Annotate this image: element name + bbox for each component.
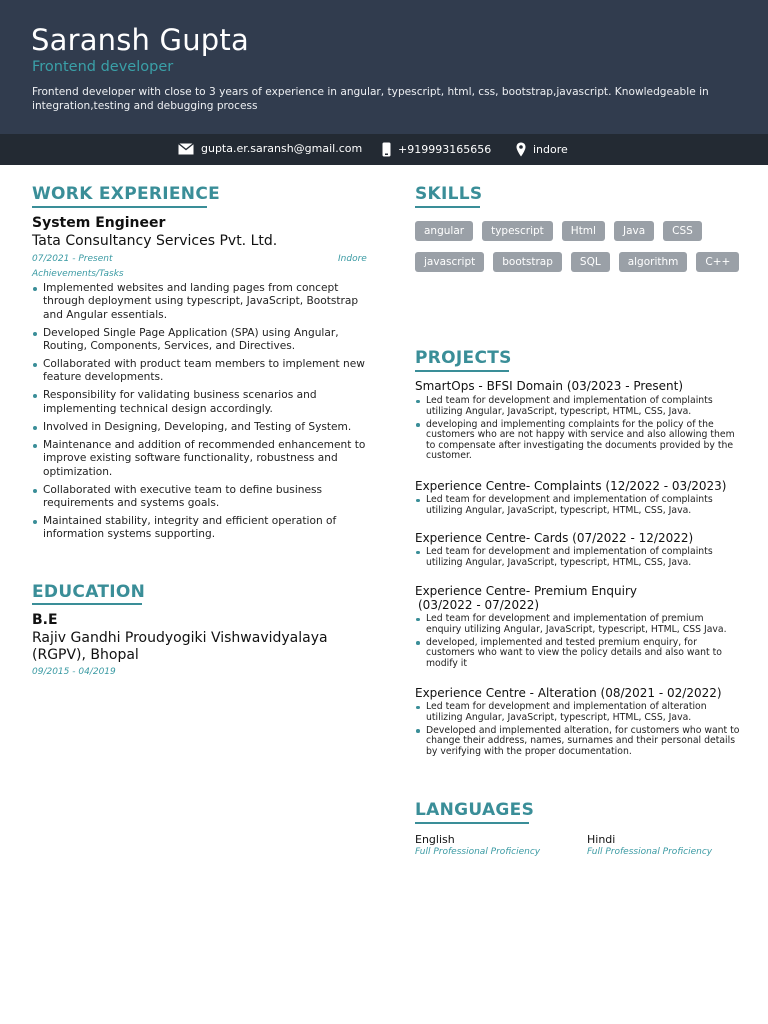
language-level: Full Professional Proficiency [587, 847, 713, 857]
project-bullets [415, 702, 740, 760]
skill-tag: javascript [415, 252, 484, 272]
skills-heading: SKILLS [415, 184, 483, 204]
phone-icon [382, 142, 391, 157]
education-underline [32, 603, 142, 605]
phone-text[interactable]: +919993165656 [398, 143, 492, 156]
degree: B.E [32, 612, 58, 628]
education-heading: EDUCATION [32, 582, 146, 602]
project-title: Experience Centre- Complaints (12/2022 - 03/2023) [415, 479, 727, 493]
email-text[interactable]: gupta.er.saransh@gmail.com [201, 142, 363, 155]
list-item: Led team for development and implementation of complaints utilizing Angular, JavaScript, typescript, HTML, CSS, Java. [415, 547, 740, 568]
project-title: Experience Centre- Cards (07/2022 - 12/2022) [415, 531, 694, 545]
profile-summary: Frontend developer with close to 3 years of experience in angular, typescript, html, css, bootstrap,javascript. Knowledgeable in integration,testing and debugging process [32, 86, 709, 112]
list-item: Involved in Designing, Developing, and Testing of System. [32, 421, 367, 434]
job-location: Indore [338, 254, 367, 264]
envelope-icon [178, 143, 194, 155]
project-title: Experience Centre- Premium Enquiry [415, 584, 637, 598]
skills-underline [415, 206, 480, 208]
languages-heading: LANGUAGES [415, 800, 535, 820]
list-item: Responsibility for validating business scenarios and implementing technical design accordingly. [32, 389, 367, 416]
project-bullets [415, 614, 740, 672]
project-bullets [415, 547, 740, 571]
candidate-name: Saransh Gupta [31, 23, 249, 57]
skill-tag: typescript [482, 221, 553, 241]
skill-tag: algorithm [619, 252, 688, 272]
list-item: Led team for development and implementation of premium enquiry utilizing Angular, JavaScript, typescript, HTML, CSS Java. [415, 614, 740, 635]
projects-heading: PROJECTS [415, 348, 512, 368]
candidate-role: Frontend developer [32, 59, 174, 75]
list-item: Developed Single Page Application (SPA) using Angular, Routing, Components, Services, and Directives. [32, 327, 367, 354]
skill-tags [415, 221, 745, 272]
list-item: Implemented websites and landing pages from concept through deployment using typescript, JavaScript, Bootstrap and Angular essentials. [32, 282, 367, 322]
languages-underline [415, 822, 529, 824]
list-item: developed, implemented and tested premium enquiry, for customers who want to view the policy details and also want to modify it [415, 638, 740, 670]
skill-tag: C++ [696, 252, 739, 272]
company-name: Tata Consultancy Services Pvt. Ltd. [32, 233, 278, 249]
project-bullets [415, 396, 740, 465]
list-item: Led team for development and implementation of complaints utilizing Angular, JavaScript, typescript, HTML, CSS, Java. [415, 396, 740, 417]
list-item: Developed and implemented alteration, for customers who want to change their address, names, surnames and their personal details by verifying with the proper documentation. [415, 726, 740, 758]
skill-tag: Html [562, 221, 605, 241]
list-item: Collaborated with product team members to implement new feature developments. [32, 358, 367, 385]
skill-tag: Java [614, 221, 654, 241]
education-dates: 09/2015 - 04/2019 [32, 667, 116, 677]
language-name: English [415, 833, 455, 846]
list-item: developing and implementing complaints for the policy of the customers who are not happy with service and also allowing them to compensate after investigating the documents provided by the customer. [415, 420, 740, 462]
language-name: Hindi [587, 833, 616, 846]
project-bullets [415, 495, 740, 519]
skill-tag: CSS [663, 221, 702, 241]
school-name: Rajiv Gandhi Proudyogiki Vishwavidyalaya (RGPV), Bhopal [32, 630, 328, 663]
project-title: Experience Centre - Alteration (08/2021 - 02/2022) [415, 686, 722, 700]
skill-tag: bootstrap [493, 252, 562, 272]
work-experience-underline [32, 206, 207, 208]
contact-bar [0, 134, 768, 165]
list-item: Maintained stability, integrity and efficient operation of information systems supporting. [32, 515, 367, 542]
list-item: Collaborated with executive team to define business requirements and systems goals. [32, 484, 367, 511]
map-pin-icon [516, 142, 526, 157]
work-experience-heading: WORK EXPERIENCE [32, 184, 221, 204]
location-text: indore [533, 143, 568, 156]
project-title: SmartOps - BFSI Domain (03/2023 - Present) [415, 379, 684, 393]
language-level: Full Professional Proficiency [415, 847, 541, 857]
list-item: Led team for development and implementation of alteration utilizing Angular, JavaScript, typescript, HTML, CSS, Java. [415, 702, 740, 723]
achievements-label: Achievements/Tasks [32, 269, 124, 279]
work-bullets [32, 282, 367, 546]
list-item: Maintenance and addition of recommended enhancement to improve existing software functionality, robustness and optimization. [32, 439, 367, 479]
job-dates: 07/2021 - Present [32, 254, 113, 264]
projects-underline [415, 370, 509, 372]
list-item: Led team for development and implementation of complaints utilizing Angular, JavaScript, typescript, HTML, CSS, Java. [415, 495, 740, 516]
contact-location [516, 142, 568, 157]
skill-tag: SQL [571, 252, 610, 272]
resume-header [0, 0, 768, 134]
job-title: System Engineer [32, 215, 166, 231]
skill-tag: angular [415, 221, 473, 241]
project-dates: (03/2022 - 07/2022) [418, 598, 540, 612]
contact-phone[interactable] [382, 142, 491, 157]
contact-email[interactable] [178, 142, 362, 155]
